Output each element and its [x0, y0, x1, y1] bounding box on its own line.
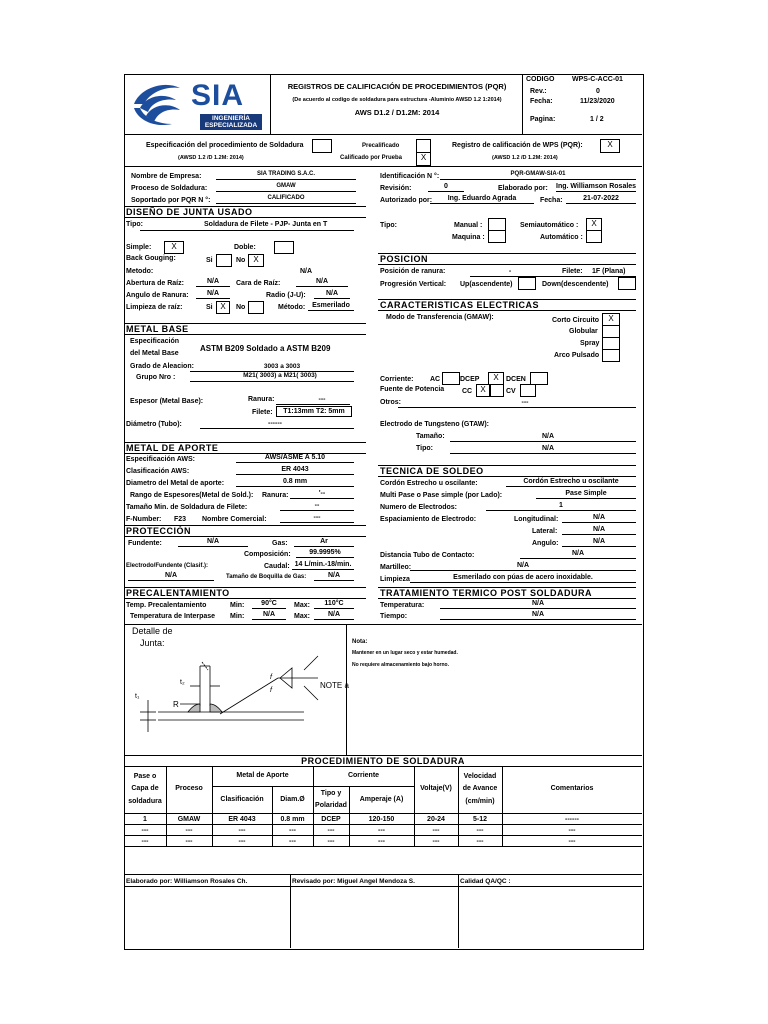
- angulo-value: N/A: [196, 289, 230, 299]
- tipo-value: Soldadura de Filete - PJP- Junta en T: [204, 221, 328, 228]
- modo-label: Modo de Transferencia (GMAW):: [386, 314, 494, 321]
- auto-checkbox[interactable]: [586, 230, 602, 243]
- tungsteno-tipo-value: N/A: [541, 445, 555, 452]
- precal-max-label: Max:: [294, 602, 310, 609]
- table-cell: ---: [568, 838, 576, 845]
- h-vel-2: de Avance: [462, 785, 498, 792]
- registro-label: Registro de calificación de WPS (PQR):: [452, 142, 583, 149]
- posicion-title: POSICION: [380, 254, 429, 264]
- table-cell: ---: [238, 838, 246, 845]
- fecha2-label: Fecha:: [540, 197, 563, 204]
- mb-espec-value: ASTM B209 Soldado a ASTM B209: [200, 344, 331, 353]
- fecha-value: 11/23/2020: [580, 98, 615, 105]
- wps-spec-label: Especificación del procedimiento de Soldadura: [146, 142, 304, 149]
- proceso-label: Proceso de Soldadura:: [131, 185, 208, 192]
- wps-checkbox[interactable]: [312, 139, 332, 153]
- progresion-label: Progresión Vertical:: [380, 281, 447, 288]
- simple-label: Simple:: [126, 244, 152, 251]
- h-pase-1: Pase o: [133, 773, 157, 780]
- table-cell: ---: [378, 827, 385, 834]
- table-cell: ---: [378, 838, 385, 845]
- dist-label: Distancia Tubo de Contacto:: [380, 552, 475, 559]
- maquina-label: Maquina :: [452, 234, 485, 241]
- fundente-label: Fundente:: [128, 540, 162, 547]
- back-gouging-label: Back Gouging:: [126, 255, 176, 262]
- registro-checkbox[interactable]: X: [600, 139, 620, 153]
- filete-pos-label: Filete:: [562, 268, 583, 275]
- autorizado-value: Ing. Eduardo Agrada: [430, 194, 534, 204]
- limpieza-value: Esmerilado con púas de acero inoxidable.: [410, 573, 636, 583]
- manual-label: Manual :: [454, 222, 483, 229]
- grupo-label: Grupo Nro :: [136, 374, 176, 381]
- codigo-value: WPS-C-ACC-01: [572, 76, 623, 83]
- table-cell: ------: [565, 816, 579, 823]
- fundente-value: N/A: [178, 537, 248, 547]
- ident-label: Identificación N °:: [380, 173, 440, 180]
- h-diam: Diam.Ø: [280, 796, 305, 803]
- dcep-checkbox[interactable]: X: [488, 372, 504, 385]
- metal-base-title: METAL BASE: [126, 324, 189, 334]
- limpieza-si-label: Si: [206, 304, 213, 311]
- nota-line1: Mantener en un lugar seco y estar humedad.: [352, 650, 458, 656]
- ap-rango-label: Rango de Espesores(Metal de Sold.):: [130, 492, 254, 499]
- nota-line2: No requiere almacenamiento bajo horno.: [352, 662, 449, 668]
- boquilla-value: N/A: [314, 571, 354, 581]
- electricas-title: CARACTERISTICAS ELECTRICAS: [380, 300, 540, 310]
- globular-label: Globular: [569, 328, 598, 335]
- tipo-label: Tipo:: [126, 221, 143, 228]
- fecha2-value: 21-07-2022: [566, 194, 636, 204]
- up-checkbox[interactable]: [518, 277, 536, 290]
- corto-label: Corto Circuito: [552, 317, 600, 324]
- back-si-label: Si: [206, 257, 213, 264]
- revision-label: Revisión:: [380, 185, 412, 192]
- mb-espec-label1: Especificación: [130, 338, 180, 345]
- radio-label: Radio (J-U):: [266, 292, 306, 299]
- precal-max-value: 110°C: [314, 599, 354, 609]
- codigo-label: CODIGO: [526, 76, 555, 83]
- ap-tamano-label: Tamaño Min. de Soldadura de Filete:: [126, 504, 248, 511]
- ap-espec-label: Especificación AWS:: [126, 456, 195, 463]
- electrodo-value: N/A: [128, 571, 214, 581]
- metodo-label: Metodo:: [126, 268, 154, 275]
- trat-tiempo-label: Tiempo:: [380, 613, 408, 620]
- long-label: Longitudinal:: [514, 516, 559, 523]
- table-cell: 120-150: [368, 816, 395, 823]
- table-cell: 5-12: [472, 816, 487, 823]
- ap-tamano-value: --: [280, 501, 354, 511]
- precalificado-label: Precalificado: [362, 143, 400, 149]
- comercial-value: ---: [280, 513, 354, 523]
- electrodo-label: Electrodo/Fundente (Clasif.):: [126, 563, 209, 569]
- corriente-label: Corriente:: [380, 376, 414, 383]
- logo-text: SIA: [191, 79, 245, 112]
- lbl-r: R: [173, 700, 179, 709]
- dist-value: N/A: [520, 549, 636, 559]
- dcep-label: DCEP: [460, 376, 480, 383]
- firma-revisado: Revisado por: Miguel Angel Mendoza S.: [292, 878, 415, 885]
- calificado-checkbox[interactable]: X: [416, 152, 431, 166]
- rev-label: Rev.:: [530, 88, 547, 95]
- h-proceso: Proceso: [175, 785, 203, 792]
- up-label: Up(ascendente): [460, 281, 513, 288]
- back-no-label: No: [236, 257, 246, 264]
- nota-label: Nota:: [352, 639, 368, 645]
- lbl-t1: t₁: [135, 693, 140, 700]
- otros-label: Otros:: [380, 399, 401, 406]
- h-volt: Voltaje(V): [420, 785, 452, 792]
- h-tipo-1: Tipo y: [320, 790, 342, 797]
- fnum-value: F23: [174, 516, 187, 523]
- tecnica-title: TECNICA DE SOLDEO: [380, 466, 484, 476]
- ap-espec-value: AWS/ASME A 5.10: [236, 453, 354, 463]
- aporte-title: METAL DE APORTE: [126, 443, 219, 453]
- inter-max-value: N/A: [314, 610, 354, 620]
- precal-min-label: Min:: [230, 602, 245, 609]
- boquilla-label: Tamaño de Boquilla de Gas:: [226, 574, 307, 580]
- long-value: N/A: [562, 513, 636, 523]
- joint-detail-drawing: [128, 648, 344, 752]
- dcen-label: DCEN: [506, 376, 526, 383]
- back-no-checkbox[interactable]: X: [248, 254, 264, 267]
- h-pase-3: soldadura: [128, 798, 162, 805]
- comp-value: 99.9995%: [296, 548, 354, 558]
- wps-spec-std: (AWSD 1.2 /D 1.2M: 2014): [178, 155, 244, 161]
- inter-label: Temperatura de Interpase: [130, 613, 216, 620]
- inter-min-label: Min:: [230, 613, 245, 620]
- ranura-pos-label: Posición de ranura:: [380, 268, 446, 275]
- trat-temp-label: Temperatura:: [380, 602, 425, 609]
- arco-checkbox[interactable]: [602, 349, 620, 362]
- abertura-label: Abertura de Raíz:: [126, 280, 184, 287]
- proteccion-title: PROTECCIÓN: [126, 526, 192, 536]
- precal-title: PRECALENTAMIENTO: [126, 588, 230, 598]
- inter-max-label: Max:: [294, 613, 310, 620]
- h-metal: Metal de Aporte: [236, 772, 289, 779]
- limpieza-raiz-label: Limpieza de raíz:: [126, 304, 183, 311]
- rev-value: 0: [596, 88, 600, 95]
- lbl-t2: t₂: [180, 679, 185, 686]
- comp-label: Composición:: [244, 551, 291, 558]
- grado-value: 3003 a 3003: [263, 363, 301, 370]
- maquina-checkbox[interactable]: [488, 230, 506, 243]
- metodo2-label: Método:: [278, 304, 306, 311]
- h-vel-1: Velocidad: [463, 773, 497, 780]
- martilleo-value: N/A: [410, 561, 636, 571]
- precalificado-checkbox[interactable]: [416, 139, 431, 153]
- empresa-label: Nombre de Empresa:: [131, 173, 202, 180]
- cara-label: Cara de Raíz:: [236, 280, 281, 287]
- table-cell: ---: [432, 838, 440, 845]
- num-value: 1: [486, 501, 636, 511]
- logo-sub2: ESPECIALIZADA: [204, 122, 258, 129]
- ac-label: AC: [430, 376, 441, 383]
- elaborado-label: Elaborado por:: [498, 185, 548, 192]
- otros-value: ---: [521, 399, 529, 406]
- soportado-value: CALIFICADO: [216, 194, 356, 204]
- abertura-value: N/A: [196, 277, 230, 287]
- cc-checkbox[interactable]: X: [476, 384, 490, 397]
- table-cell: ---: [476, 838, 484, 845]
- diseno-title: DISEÑO DE JUNTA USADO: [126, 207, 253, 217]
- cv-label: CV: [506, 388, 516, 395]
- semi-checkbox[interactable]: X: [586, 218, 602, 231]
- tungsteno-label: Electrodo de Tungsteno (GTAW):: [380, 421, 490, 428]
- cc-extra-box: [490, 384, 504, 397]
- firma-calidad: Calidad QA/QC :: [460, 878, 511, 885]
- limpieza-label: Limpieza: [380, 576, 410, 583]
- limpieza-no-checkbox[interactable]: [248, 301, 264, 314]
- comercial-label: Nombre Comercial:: [202, 516, 267, 523]
- filete-pos-value: 1F (Plana): [592, 268, 626, 275]
- revision-value: 0: [428, 182, 464, 192]
- firma-elaborado: Elaborado por: Williamson Rosales Ch.: [126, 878, 248, 885]
- cordon-label: Cordón Estrecho u oscilante:: [380, 480, 478, 487]
- tungsteno-tipo-label: Tipo:: [416, 445, 433, 452]
- autorizado-label: Autorizado por:: [380, 197, 433, 204]
- espesor-label: Espesor (Metal Base):: [130, 398, 204, 405]
- inter-min-value: N/A: [252, 610, 286, 620]
- espac-label: Espaciamiento de Electrodo:: [380, 516, 477, 523]
- precal-min-value: 90°C: [252, 599, 286, 609]
- ac-checkbox[interactable]: [442, 372, 460, 385]
- multi-label: Multi Pase o Pase simple (por Lado):: [380, 492, 503, 499]
- h-tipo-2: Polaridad: [315, 802, 347, 809]
- gas-value: Ar: [294, 537, 354, 547]
- mb-filete-value: T1:13mm T2: 5mm: [276, 406, 352, 417]
- lbl-f2: f: [270, 687, 272, 694]
- trat-temp-value: N/A: [440, 599, 636, 609]
- corto-checkbox[interactable]: X: [602, 313, 620, 326]
- back-si-checkbox[interactable]: [216, 254, 232, 267]
- table-cell: ER 4043: [228, 816, 256, 823]
- radio-value: N/A: [314, 289, 350, 299]
- table-cell: ---: [476, 827, 484, 834]
- tamano-value: N/A: [541, 433, 555, 440]
- metodo2-value: Esmerilado: [308, 301, 354, 311]
- down-checkbox[interactable]: [618, 277, 636, 290]
- semi-label: Semiautomático :: [520, 222, 579, 229]
- diametro-value: ------: [268, 420, 282, 427]
- h-pase-2: Capa de: [131, 785, 159, 792]
- cv-checkbox[interactable]: [520, 384, 536, 397]
- table-cell: ---: [327, 838, 335, 845]
- ang-value: N/A: [562, 537, 636, 547]
- fuente-label: Fuente de Potencia: [380, 386, 445, 393]
- auto-label: Automático :: [540, 234, 583, 241]
- table-cell: ---: [289, 827, 296, 834]
- h-clasif: Clasificación: [220, 796, 264, 803]
- registro-std: (AWSD 1.2 /D 1.2M: 2014): [492, 155, 558, 161]
- doc-title: REGISTROS DE CALIFICACIÓN DE PROCEDIMIENTOS (PQR): [287, 82, 507, 91]
- ranura-pos-value: -: [508, 268, 512, 275]
- metodo-value: N/A: [299, 268, 313, 275]
- procedimiento-title: PROCEDIMIENTO DE SOLDADURA: [301, 756, 465, 766]
- diametro-label: Diámetro (Tubo):: [126, 421, 182, 428]
- h-amp: Amperaje (A): [359, 796, 404, 803]
- tamano-label: Tamaño:: [416, 433, 445, 440]
- limpieza-no-label: No: [236, 304, 246, 311]
- table-cell: ---: [327, 827, 335, 834]
- doc-standard: AWS D1.2 / D1.2M: 2014: [354, 108, 440, 117]
- h-corriente: Corriente: [347, 772, 380, 779]
- gas-label: Gas:: [272, 540, 288, 547]
- tipo-auto-label: Tipo:: [380, 222, 397, 229]
- down-label: Down(descendente): [542, 281, 609, 288]
- spray-label: Spray: [580, 340, 600, 347]
- table-cell: ---: [141, 838, 149, 845]
- mb-ranura-value: ---: [318, 396, 326, 403]
- fnum-label: F-Number:: [126, 516, 162, 523]
- doc-subtitle: (De acuerdo al codigo de soldadura para estructura -Aluminio AWSD 1.2 1:2014): [292, 97, 502, 103]
- angulo-label: Angulo de Ranura:: [126, 292, 189, 299]
- grado-label: Grado de Aleacion:: [130, 363, 194, 370]
- multi-value: Pase Simple: [536, 489, 636, 499]
- mb-espec-label2: del Metal Base: [130, 350, 179, 357]
- mb-ranura-label: Ranura:: [248, 396, 275, 403]
- ap-diam-value: 0.8 mm: [236, 477, 354, 487]
- caudal-label: Caudal:: [264, 563, 290, 570]
- ap-rango-ranura-label: Ranura:: [262, 492, 289, 499]
- mb-filete-label: Filete:: [252, 409, 273, 416]
- h-vel-3: (cm/min): [465, 798, 495, 805]
- table-cell: ---: [289, 838, 296, 845]
- table-cell: ---: [185, 827, 193, 834]
- table-cell: 1: [143, 816, 147, 823]
- precal-temp-label: Temp. Precalentamiento: [126, 602, 207, 609]
- num-label: Numero de Electrodos:: [380, 504, 458, 511]
- doble-checkbox[interactable]: [274, 241, 294, 254]
- proceso-value: GMAW: [216, 182, 356, 192]
- table-cell: 20-24: [427, 816, 445, 823]
- table-cell: DCEP: [321, 816, 341, 823]
- lat-label: Lateral:: [532, 528, 558, 535]
- table-cell: ---: [141, 827, 149, 834]
- table-cell: ---: [432, 827, 440, 834]
- lat-value: N/A: [562, 525, 636, 535]
- empresa-value: SIA TRADING S.A.C.: [216, 170, 356, 180]
- ident-value: PQR-GMAW-SIA-01: [440, 170, 636, 180]
- calificado-label: Calificado por Prueba: [340, 155, 403, 161]
- ap-clasif-label: Clasificación AWS:: [126, 468, 190, 475]
- table-cell: 0.8 mm: [280, 816, 305, 823]
- logo-sub1: INGENIERÍA: [212, 115, 250, 122]
- h-comentarios: Comentarios: [550, 785, 594, 792]
- cara-value: N/A: [296, 277, 348, 287]
- simple-checkbox[interactable]: X: [164, 241, 184, 254]
- cordon-value: Cordón Estrecho u oscilante: [506, 477, 636, 487]
- lbl-f1: f: [270, 674, 272, 681]
- ap-rango-value: '--: [290, 489, 354, 499]
- limpieza-si-checkbox[interactable]: X: [216, 301, 230, 314]
- table-cell: ---: [238, 827, 246, 834]
- grupo-value: M21( 3003) a M21( 3003): [243, 372, 317, 379]
- trat-tiempo-value: N/A: [440, 610, 636, 620]
- tratamiento-title: TRATAMIENTO TERMICO POST SOLDADURA: [380, 588, 592, 598]
- elaborado-value: Ing. Williamson Rosales: [556, 183, 637, 190]
- note-a-label: NOTE a: [320, 681, 349, 690]
- table-cell: ---: [185, 838, 193, 845]
- ap-diam-label: Diametro del Metal de aporte:: [126, 480, 225, 487]
- doble-label: Doble:: [234, 244, 256, 251]
- detalle-title2: Junta:: [140, 638, 165, 648]
- table-cell: GMAW: [177, 816, 201, 823]
- detalle-title1: Detalle de: [132, 626, 173, 636]
- pagina-label: Pagina:: [530, 116, 556, 123]
- soportado-label: Soportado por PQR N °:: [131, 197, 211, 204]
- caudal-value: 14 L/min.-18/min.: [292, 560, 354, 570]
- ang-label: Angulo:: [532, 540, 559, 547]
- martilleo-label: Martilleo:: [380, 564, 412, 571]
- cc-label: CC: [462, 388, 473, 395]
- table-cell: ---: [568, 827, 576, 834]
- arco-label: Arco Pulsado: [554, 352, 600, 359]
- fecha-label: Fecha:: [530, 98, 553, 105]
- ap-clasif-value: ER 4043: [236, 465, 354, 475]
- pagina-value: 1 / 2: [590, 116, 604, 123]
